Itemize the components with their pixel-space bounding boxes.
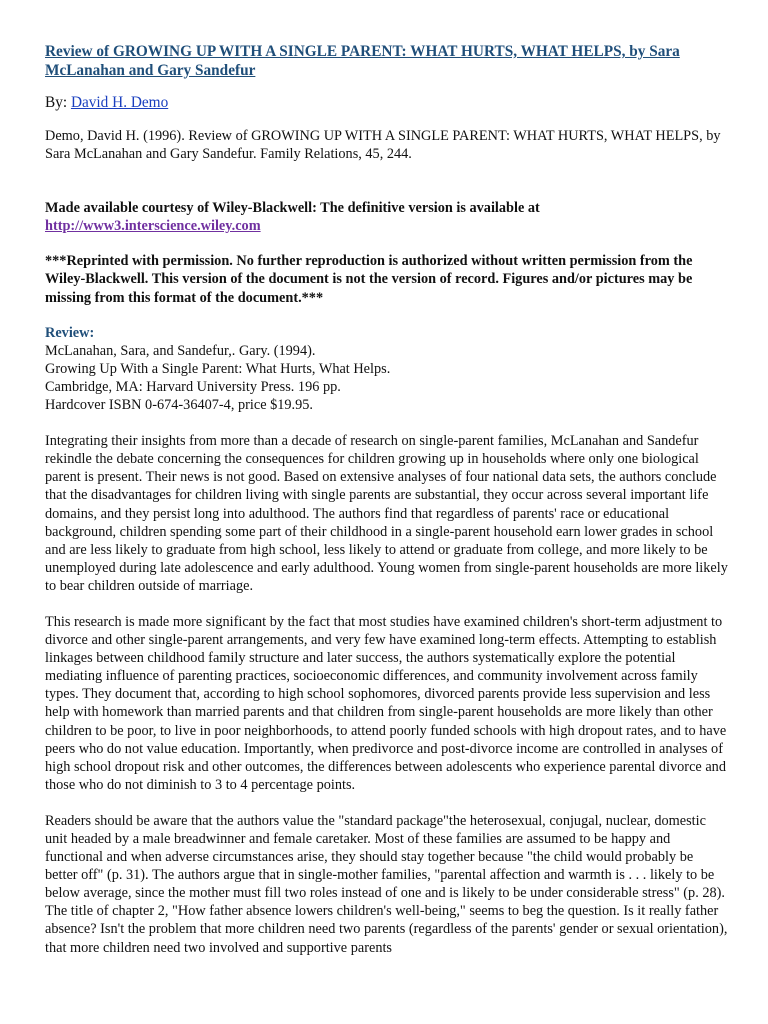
review-heading: Review: [45,324,95,341]
author-link[interactable]: David H. Demo [70,94,169,111]
book-publisher: Cambridge, MA: Harvard University Press. 196 pp. [45,378,341,395]
citation: Demo, David H. (1996). Review of GROWING UP WITH A SINGLE PARENT: WHAT HURTS, WHAT HELPS, by Sara McLanahan and Gary Sandefur. Family Relations, 45, 244. [45,128,721,163]
book-authors: McLanahan, Sara, and Sandefur,. Gary. (1994). [45,342,316,359]
body-paragraph: Readers should be aware that the authors value the "standard package"the heterosexual, conjugal, nuclear, domestic unit headed by a male breadwinner and female caretaker. Most of these families are assumed to be happy and functional and when adverse circumstances arise, they should stay together because "the child would probably be better off" (p. 31). The authors argue that in single-mother families, "parental affection and warmth is . . . likely to be below average, since the mother must fill two roles instead of one and is likely to be under considerable stress" (p. 28). The title of chapter 2, "How father absence lowers children's well-being," seems to beg the question. Is it really father absence? Isn't the problem that more children need two parents (regardless of the parents' gender or sexual orientation), that more children need two involved and supportive parents [45,812,728,956]
book-info [45,342,728,414]
body-paragraph: This research is made more significant by the fact that most studies have examined children's short-term adjustment to divorce and other single-parent arrangements, and very few have examined long-term effects. Attempting to establish linkages between childhood family structure and later success, the authors systematically explore the potential mediating influence of parenting practices, socioeconomic differences, and community involvement across family types. They document that, according to high school sophomores, divorced parents provide less supervision and less help with homework than married parents and that children from single-parent households are more likely than other children to be poor, to live in poor neighborhoods, to attend poorly funded schools with high dropout rates, and to have peers who do not value education. Importantly, when predivorce and post-divorce income are controlled in analyses of high school dropout risk and other outcomes, the differences between adolescents who experience parental divorce and those who do not diminish to 3 to 4 percentage points. [45,613,727,793]
reprint-notice: ***Reprinted with permission. No further reproduction is authorized without written permission from the Wiley-Blackwell. This version of the document is not the version of record. Figures and/or pictures may be missing from this format of the document.*** [45,253,693,306]
courtesy-statement [45,199,728,235]
article-title-link[interactable]: Review of GROWING UP WITH A SINGLE PARENT: WHAT HURTS, WHAT HELPS, by Sara McLanahan and Gary Sandefur [45,43,680,79]
book-isbn-price: Hardcover ISBN 0-674-36407-4, price $19.95. [45,397,314,414]
publisher-url-link[interactable]: http://www3.interscience.wiley.com [45,218,261,235]
book-title: Growing Up With a Single Parent: What Hurts, What Helps. [45,360,391,377]
courtesy-text: Made available courtesy of Wiley-Blackwell: The definitive version is available at [45,200,540,217]
byline [45,93,728,112]
by-label: By: [45,94,71,111]
body-paragraph: Integrating their insights from more than a decade of research on single-parent families, McLanahan and Sandefur rekindle the debate concerning the consequences for children growing up in households where only one biological parent is present. Their news is not good. Based on extensive analyses of four national data sets, the authors conclude that the disadvantages for children living with single parents are substantial, they occur across several important life domains, and they persist long into adulthood. The authors find that regardless of parents' race or educational background, children spending some part of their childhood in a single-parent household earn lower grades in school and are less likely to graduate from high school, less likely to attend or graduate from college, and more likely to be unemployed during late adolescence and early adulthood. Young women from single-parent households are more likely to bear children outside of marriage. [45,433,728,594]
